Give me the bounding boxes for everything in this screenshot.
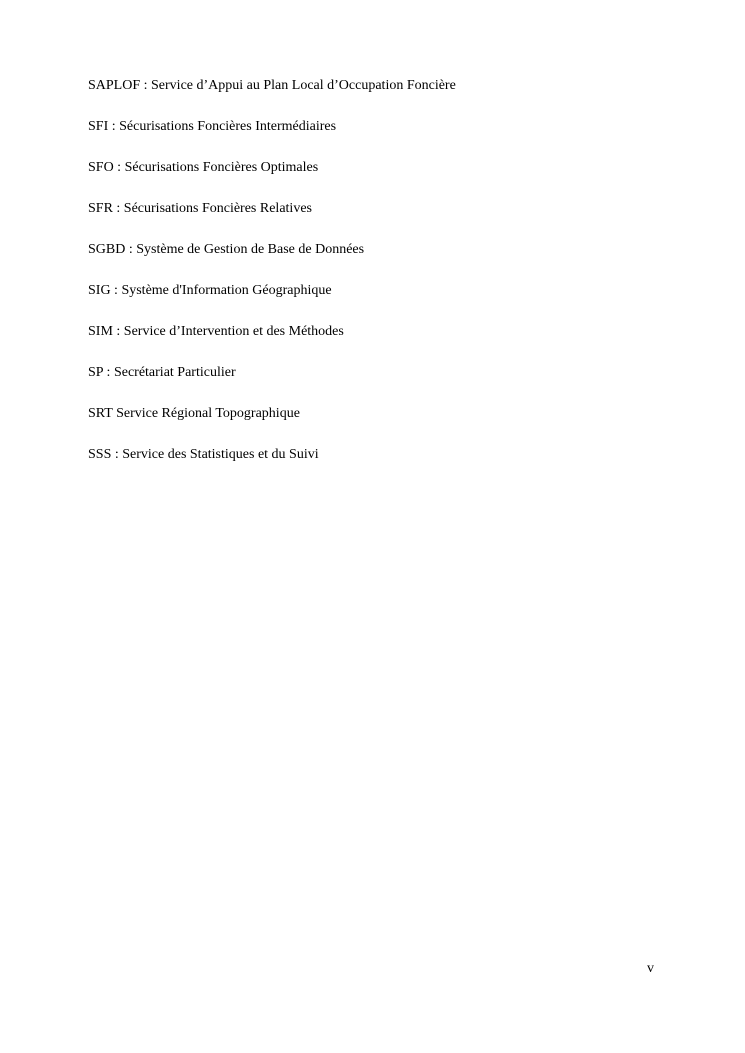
abbreviation-entry: SGBD : Système de Gestion de Base de Données [88, 242, 365, 257]
abbreviation-entry: SAPLOF : Service d’Appui au Plan Local d’Occupation Foncière [88, 78, 456, 93]
page-number: v [647, 961, 654, 976]
abbreviation-list [88, 76, 456, 486]
abbreviation-entry: SRT Service Régional Topographique [88, 406, 300, 421]
abbreviation-entry: SIM : Service d’Intervention et des Méthodes [88, 324, 344, 339]
abbreviation-entry: SFI : Sécurisations Foncières Intermédiaires [88, 119, 337, 134]
abbreviation-entry: SFO : Sécurisations Foncières Optimales [88, 160, 319, 175]
abbreviation-entry: SFR : Sécurisations Foncières Relatives [88, 201, 312, 216]
abbreviation-entry: SP : Secrétariat Particulier [88, 365, 236, 380]
abbreviation-entry: SSS : Service des Statistiques et du Suivi [88, 447, 319, 462]
abbreviation-entry: SIG : Système d'Information Géographique [88, 283, 332, 298]
